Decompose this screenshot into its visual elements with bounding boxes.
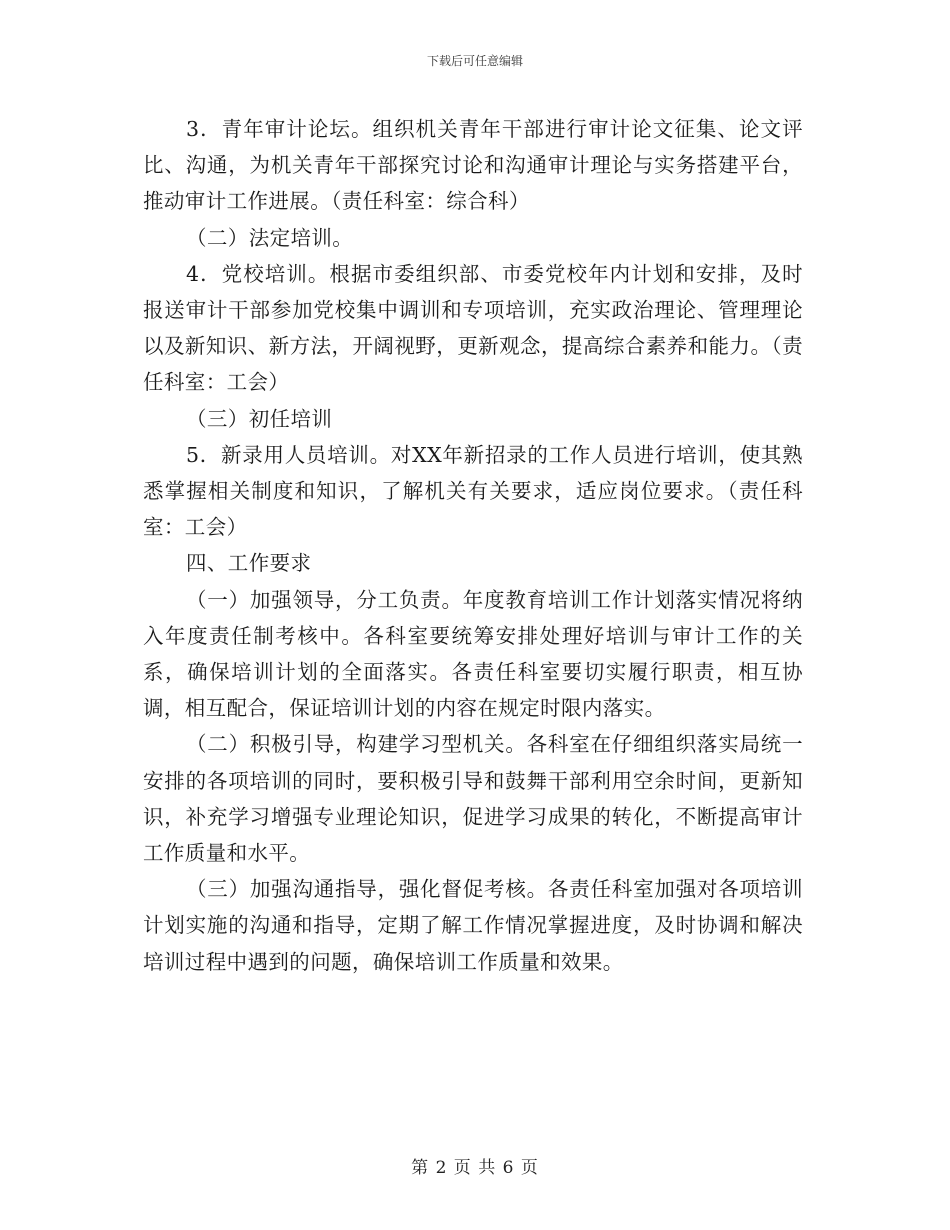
heading-statutory-training: （二）法定培训。 xyxy=(186,225,354,250)
paragraph-requirement-leadership: （一）加强领导，分工负责。年度教育培训工作计划落实情况将纳入年度责任制考核中。各科室要统筹安排处理好培训与审计工作的关系，确保培训计划的全面落实。各责任科室要切实履行职责，相互协调，相互配合，保证培训计划的内容在规定时限内落实。 xyxy=(143,587,803,721)
heading-initial-training: （三）初任培训 xyxy=(186,406,333,431)
document-body xyxy=(143,111,803,980)
paragraph-youth-audit-forum: 3．青年审计论坛。组织机关青年干部进行审计论文征集、论文评比、沟通，为机关青年干部探究讨论和沟通审计理论与实务搭建平台，推动审计工作进展。（责任科室：综合科） xyxy=(143,117,803,214)
heading-work-requirements: 四、工作要求 xyxy=(186,551,312,576)
page-footer: 第 2 页 共 6 页 xyxy=(411,1158,539,1178)
paragraph-party-school-training: 4．党校培训。根据市委组织部、市委党校年内计划和安排，及时报送审计干部参加党校集中调训和专项培训，充实政治理论、管理理论以及新知识、新方法，开阔视野，更新观念，提高综合素养和能力。（责任科室：工会） xyxy=(143,261,803,395)
paragraph-requirement-learning: （二）积极引导，构建学习型机关。各科室在仔细组织落实局统一安排的各项培训的同时，要积极引导和鼓舞干部利用空余时间，更新知识，补充学习增强专业理论知识，促进学习成果的转化，不断提高审计工作质量和水平。 xyxy=(143,732,803,866)
page-header: 下载后可任意编辑 xyxy=(426,54,523,68)
paragraph-requirement-communication: （三）加强沟通指导，强化督促考核。各责任科室加强对各项培训计划实施的沟通和指导，定期了解工作情况掌握进度，及时协调和解决培训过程中遇到的问题，确保培训工作质量和效果。 xyxy=(143,877,803,974)
paragraph-new-staff-training: 5．新录用人员培训。对XX年新招录的工作人员进行培训，使其熟悉掌握相关制度和知识，了解机关有关要求，适应岗位要求。（责任科室：工会） xyxy=(143,442,803,540)
